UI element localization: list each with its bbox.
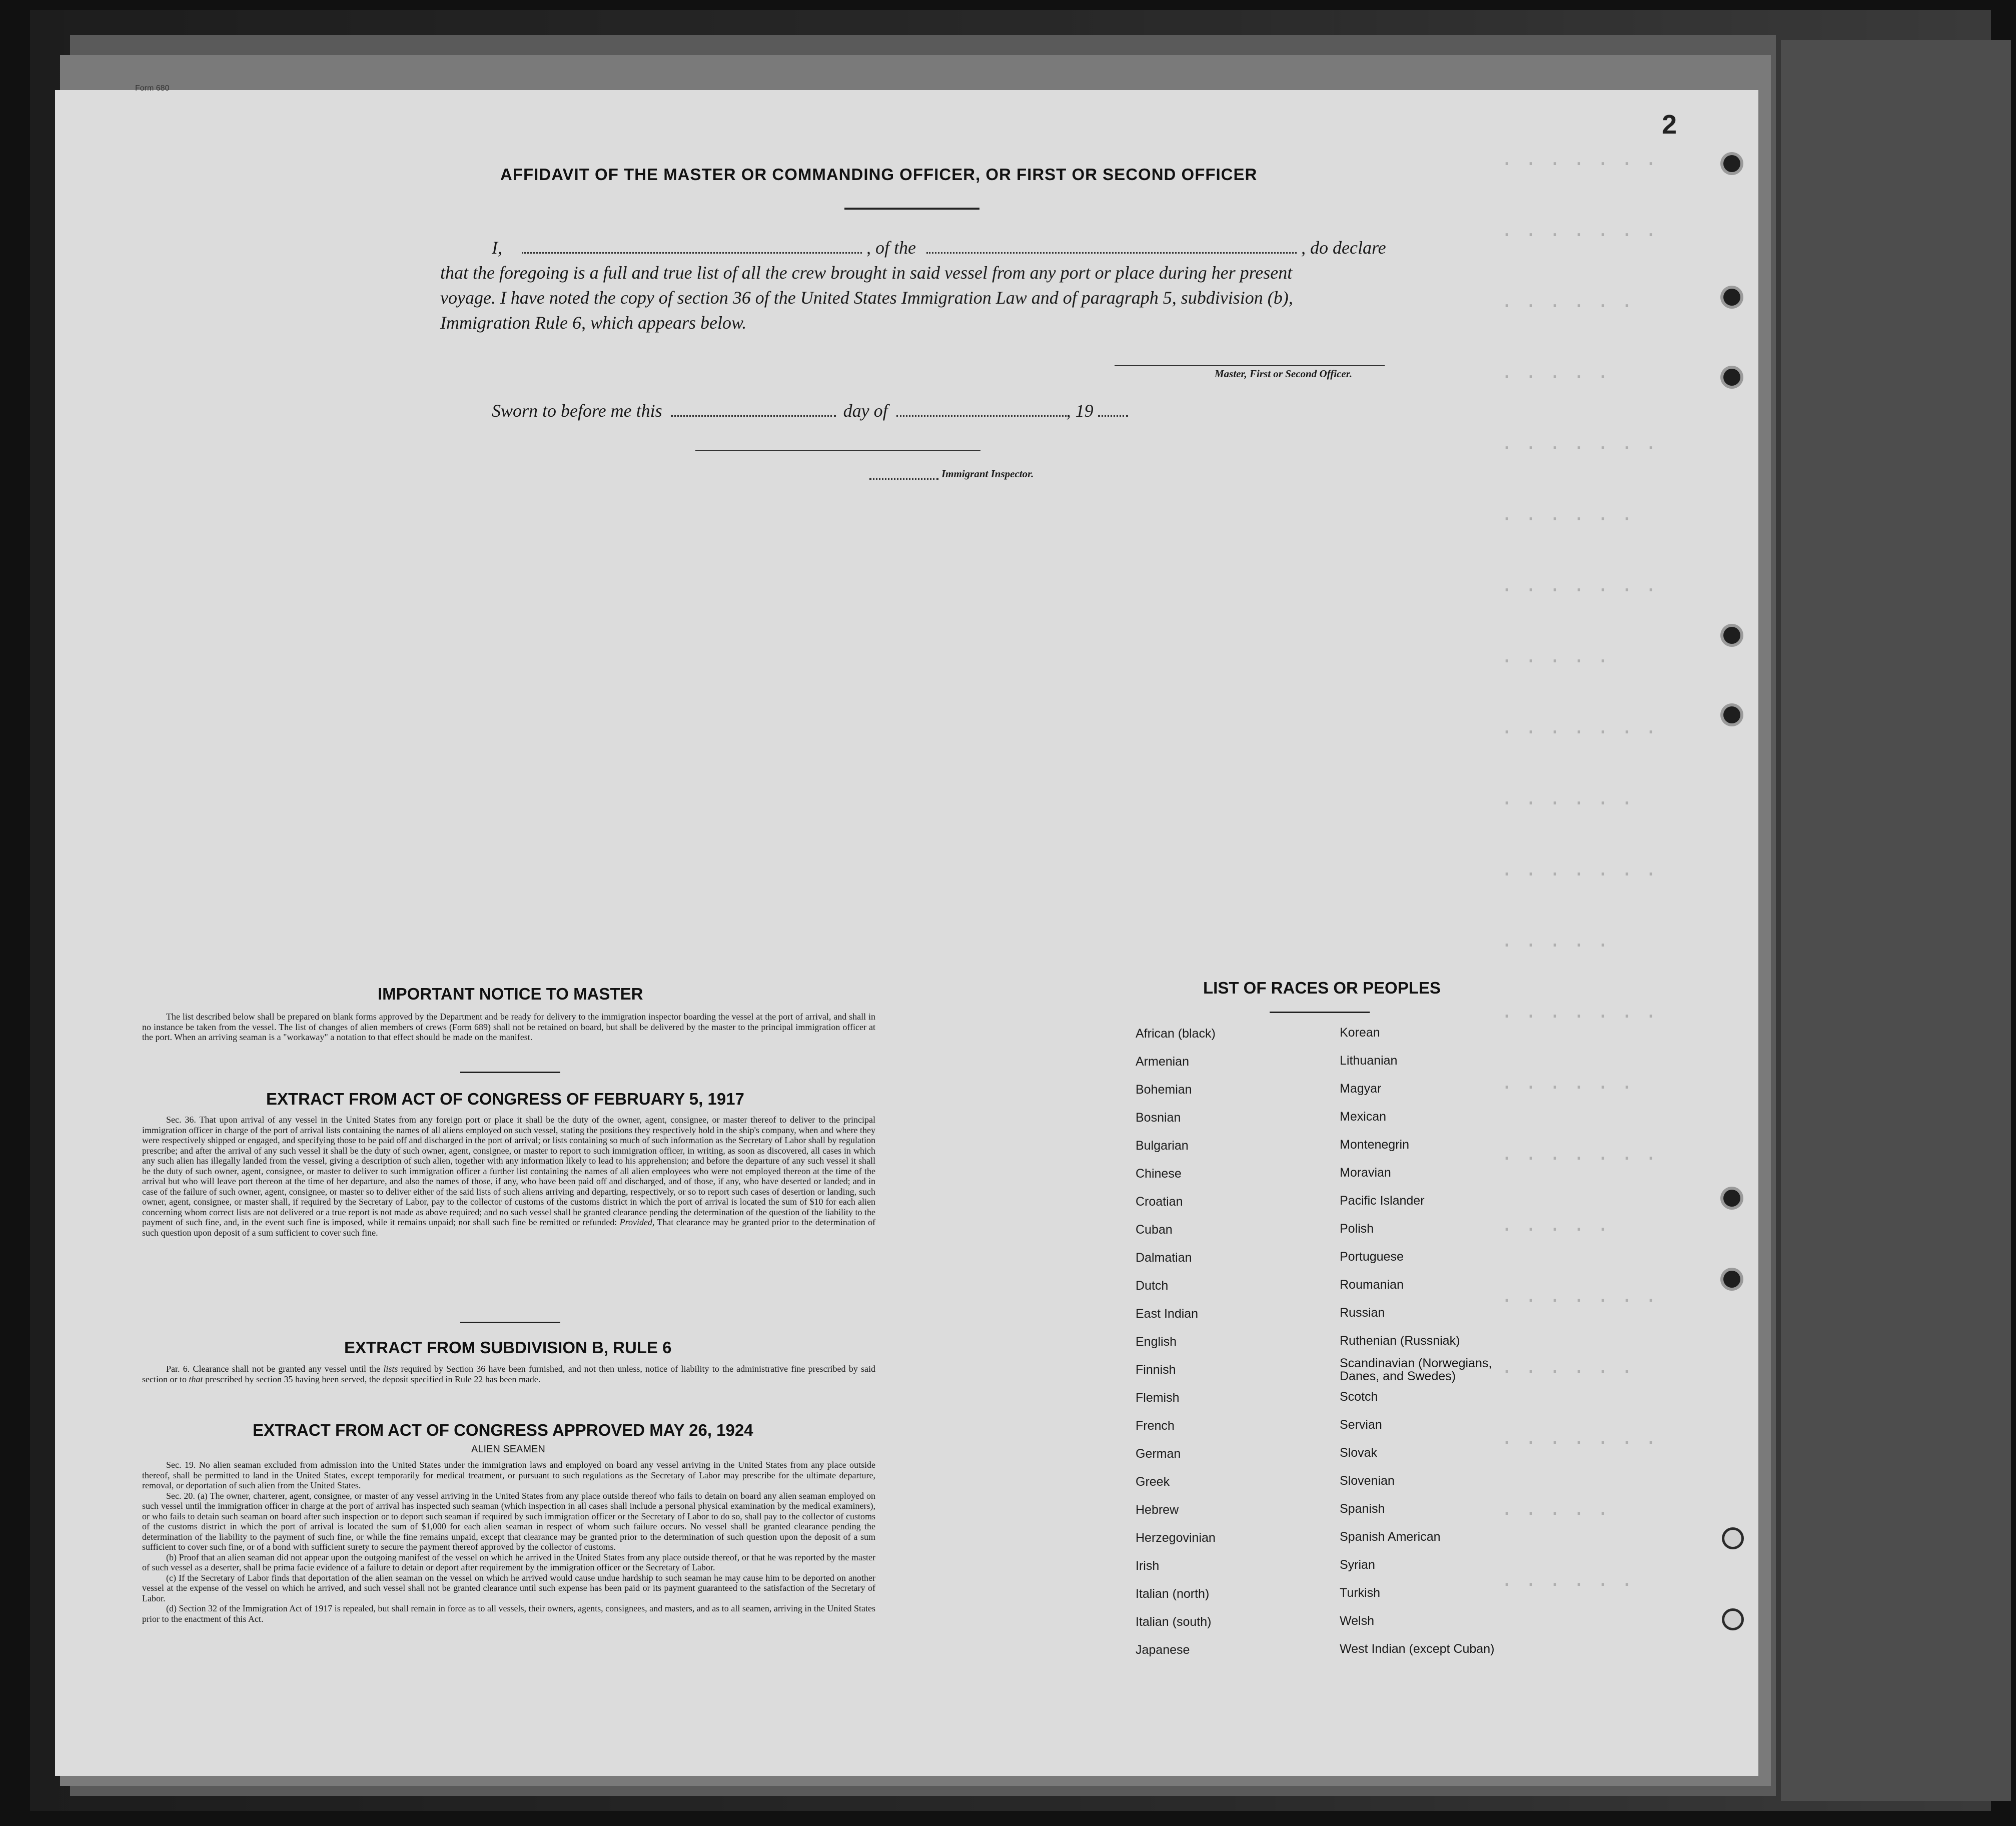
- section-divider: [460, 1072, 560, 1073]
- race-item: Spanish American: [1340, 1530, 1441, 1544]
- proviso-rest: That clearance may be granted prior to the determination of such question upon deposit of a sum sufficient to cover such fine.: [142, 1217, 875, 1238]
- extract-1917-body: Sec. 36. That upon arrival of any vessel in the United States from any foreign port or place it shall be the duty of the owner, agent, consignee, or master thereof to deliver to the principal immigration officer in charge of the port of arrival lists containing the names of all aliens employed on such vessel, stating the positions they respectively hold in the ship's company, when and where they were respectively shipped or engaged, and specifying those to be paid off and discharged in the port of arrival; or lists containing so much of such information as the Secretary of Labor shall by regulation prescribe; and after the arrival of any such vessel it shall be the duty of such owner, agent, consignee, or master to report to such immigration officer, in writing, as soon as discovered, all cases in which any such alien has illegally landed from the vessel, giving a description of such alien, together with any information likely to lead to his apprehension; and before the departure of any such vessel it shall be the duty of such owner, agent, consignee, or master to deliver to such immigration officer a further list containing the names of all alien employees who were not employed thereon at the time of the arrival but who will leave port thereon at the time of her departure, and also the names of those, if any, who have been paid off and discharged, and of those, if any, who have deserted or landed; and in case of the failure of such owner, agent, consignee, or master so to deliver either of the said lists of such aliens arriving and departing, respectively, or so to report such cases of desertion or landing, such owner, agent, consignee, or master shall, if required by the Secretary of Labor, pay to the collector of customs of the customs district in which the port of arrival is located the sum of $10 for each alien concerning whom correct lists are not delivered or a true report is not made as above required; and no such vessel shall be granted clearance pending the determination of the question of the liability to the payment of such fine, and, in the event such fine is imposed, while it remains unpaid; nor shall such fine be remitted or refunded:: [142, 1115, 875, 1227]
- notice-paragraph: The list described below shall be prepared on blank forms approved by the Department and be ready for delivery to the immigration inspector boarding the vessel at the port of arrival, and shall in no instance be taken from the vessel. The list of changes of alien members of crews (Form 689) shall not be retained on board, but shall be delivered by the master to the principal immigration officer at the port. When an arriving seaman is a "workaway" a notation to that effect should be made on the manifest.: [142, 1012, 875, 1042]
- extract-rule6-paragraph: [142, 1364, 875, 1384]
- race-item: Dalmatian: [1136, 1251, 1192, 1265]
- punch-hole: [1724, 1611, 1741, 1628]
- vessel-blank-line: [926, 249, 1297, 254]
- day-blank-line: [671, 412, 836, 417]
- punch-hole: [1724, 1530, 1741, 1547]
- sworn-prefix: Sworn to before me this: [492, 401, 662, 421]
- inspector-dotted-line: [869, 475, 938, 480]
- extract-rule6-title: EXTRACT FROM SUBDIVISION B, RULE 6: [344, 1338, 672, 1357]
- extract-1924-text: [142, 1460, 875, 1624]
- notice-title: IMPORTANT NOTICE TO MASTER: [378, 985, 643, 1003]
- race-item: Italian (south): [1136, 1615, 1212, 1629]
- race-item: Slovak: [1340, 1446, 1378, 1460]
- signature-blank-line: [1115, 362, 1385, 366]
- punch-hole: [1723, 1190, 1740, 1207]
- sworn-day-of: day of: [843, 401, 888, 421]
- race-item: Herzegovinian: [1136, 1531, 1216, 1545]
- race-item: Greek: [1136, 1475, 1170, 1489]
- punch-hole: [1723, 155, 1740, 172]
- month-blank-line: [896, 412, 1067, 417]
- race-item: East Indian: [1136, 1307, 1199, 1321]
- sworn-year: , 19: [1066, 401, 1094, 421]
- page-shadow: [1781, 40, 2011, 1801]
- race-item: Scandinavian (Norwegians, Danes, and Swedes): [1340, 1356, 1492, 1383]
- affidavit-i-label: I,: [492, 238, 502, 258]
- inspector-signature-line: [695, 450, 980, 451]
- affidavit-title-rule: [844, 208, 979, 210]
- punch-hole: [1723, 706, 1740, 723]
- punch-hole: [1723, 369, 1740, 386]
- race-item: Cuban: [1136, 1223, 1173, 1237]
- affidavit-line-2: that the foregoing is a full and true list of all the crew brought in said vessel from any port or place during her present: [440, 263, 1293, 283]
- name-blank-line: [522, 249, 862, 254]
- inspector-caption: Immigrant Inspector.: [941, 468, 1034, 480]
- race-item: Portuguese: [1340, 1250, 1404, 1264]
- rule6-lists-word: lists: [383, 1364, 398, 1374]
- race-item: Moravian: [1340, 1166, 1391, 1180]
- race-item: English: [1136, 1335, 1177, 1349]
- affidavit-title: AFFIDAVIT OF THE MASTER OR COMMANDING OFFICER, OR FIRST OR SECOND OFFICER: [500, 165, 1258, 184]
- page-number: 2: [1662, 110, 1677, 140]
- race-item: Irish: [1136, 1559, 1160, 1573]
- affidavit-line-1: [492, 237, 1387, 258]
- race-item: Bosnian: [1136, 1111, 1181, 1125]
- punch-hole: [1723, 627, 1740, 644]
- proviso-word: Provided,: [619, 1217, 655, 1227]
- race-item: Flemish: [1136, 1391, 1180, 1405]
- notice-text: [142, 1012, 875, 1043]
- affidavit-line-3: voyage. I have noted the copy of section 36 of the United States Immigration Law and of paragraph 5, subdivision (b),: [440, 288, 1293, 308]
- sworn-line: [492, 400, 1128, 421]
- race-item: Welsh: [1340, 1614, 1375, 1628]
- race-item: Finnish: [1136, 1363, 1176, 1377]
- race-item: West Indian (except Cuban): [1340, 1642, 1495, 1656]
- race-item: German: [1136, 1447, 1181, 1461]
- race-item: French: [1136, 1419, 1175, 1433]
- race-item: Hebrew: [1136, 1503, 1179, 1517]
- affidavit-declare-label: , do declare: [1301, 238, 1386, 258]
- extract-1924-subtitle: ALIEN SEAMEN: [471, 1444, 545, 1455]
- affidavit-of-the-label: , of the: [866, 238, 916, 258]
- rule6-text-a: Par. 6. Clearance shall not be granted any vessel until the: [166, 1364, 381, 1374]
- rule6-that-word: that: [189, 1374, 203, 1384]
- race-item: Syrian: [1340, 1558, 1375, 1572]
- rule6-text-b: required by Section 36 have been furnished, and not then unless, notice of liability to the administrative fine prescribed by said section or to: [142, 1364, 875, 1384]
- races-right-column: [1340, 1026, 1560, 1670]
- race-item: Bohemian: [1136, 1083, 1192, 1097]
- race-item: Montenegrin: [1340, 1138, 1409, 1152]
- races-left-column: [1136, 1027, 1326, 1671]
- race-item: Armenian: [1136, 1055, 1189, 1069]
- rule6-text-c: prescribed by section 35 having been served, the deposit specified in Rule 22 has been made.: [205, 1374, 541, 1384]
- race-item: Spanish: [1340, 1502, 1385, 1516]
- extract-1924-title: EXTRACT FROM ACT OF CONGRESS APPROVED MAY 26, 1924: [253, 1421, 753, 1439]
- extract-1924-paragraph: (d) Section 32 of the Immigration Act of 1917 is repealed, but shall remain in force as to all vessels, their owners, agents, consignees, and masters, and as to all seamen, arriving in the United States prior to the enactment of this Act.: [142, 1603, 875, 1624]
- section-divider: [460, 1322, 560, 1323]
- race-item: Lithuanian: [1340, 1054, 1398, 1068]
- extract-1917-text: [142, 1115, 875, 1238]
- race-item: African (black): [1136, 1027, 1216, 1041]
- race-item: Croatian: [1136, 1195, 1183, 1209]
- punch-hole: [1723, 289, 1740, 306]
- races-title: LIST OF RACES OR PEOPLES: [1203, 979, 1441, 997]
- race-item: Slovenian: [1340, 1474, 1395, 1488]
- year-blank-line: [1098, 412, 1128, 417]
- extract-1917-paragraph: [142, 1115, 875, 1238]
- race-item: Mexican: [1340, 1110, 1387, 1124]
- race-item: Turkish: [1340, 1586, 1381, 1600]
- extract-1924-paragraph: (b) Proof that an alien seaman did not appear upon the outgoing manifest of the vessel on which he arrived in the United States from any place outside thereof, or that he was reported by the master of such vessel as a deserter, shall be prima facie evidence of a failure to detain or deport after requirement by the immigration officer or the Secretary of Labor.: [142, 1552, 875, 1572]
- race-item: Pacific Islander: [1340, 1194, 1425, 1208]
- extract-rule6-text: [142, 1364, 875, 1384]
- race-item: Magyar: [1340, 1082, 1382, 1096]
- punch-hole: [1723, 1271, 1740, 1288]
- race-item: Italian (north): [1136, 1587, 1210, 1601]
- race-item: Polish: [1340, 1222, 1374, 1236]
- form-number: Form 680: [135, 84, 170, 93]
- bleed-through-text: . . . . . . . . . . . . . . . . . . . . . . . . . . . . . . . . . . . . . . . . . . . . . . . . . . . . . . . . . . . . . . . . . . . . . . . . . . . . . . . . . . . . . . . . . . . . . . . . . . . . . . . . . . . . . . . . . . . . . . . . . . . . . . . . . . .: [1501, 149, 1657, 1592]
- races-title-rule: [1270, 1012, 1370, 1013]
- race-item: Scotch: [1340, 1390, 1378, 1404]
- race-item: Dutch: [1136, 1279, 1169, 1293]
- race-item: Russian: [1340, 1306, 1385, 1320]
- race-item: Chinese: [1136, 1167, 1182, 1181]
- race-item: Servian: [1340, 1418, 1382, 1432]
- race-item: Roumanian: [1340, 1278, 1404, 1292]
- extract-1924-paragraph: (c) If the Secretary of Labor finds that deportation of the alien seaman on the vessel on which he arrived would cause undue hardship to such seaman he may cause him to be deported on another vessel at the expense of the vessel on which he arrived, and such vessel shall not be granted clearance until such expense has been paid or its payment guaranteed to the satisfaction of the Secretary of Labor.: [142, 1572, 875, 1603]
- affidavit-line-4: Immigration Rule 6, which appears below.: [440, 313, 747, 333]
- race-item: Ruthenian (Russniak): [1340, 1334, 1460, 1348]
- race-item: Bulgarian: [1136, 1139, 1189, 1153]
- extract-1924-paragraph: Sec. 19. No alien seaman excluded from admission into the United States under the immigration laws and employed on board any vessel arriving in the United States from any place outside thereof, shall be permitted to land in the United States, except temporarily for medical treatment, or pursuant to such regulations as the Secretary of Labor may prescribe for the ultimate departure, removal, or deportation of such alien from the United States.: [142, 1460, 875, 1490]
- race-item: Korean: [1340, 1026, 1380, 1040]
- signature-caption: Master, First or Second Officer.: [1215, 368, 1352, 380]
- extract-1924-paragraph: Sec. 20. (a) The owner, charterer, agent, consignee, or master of any vessel arriving in the United States from any place outside thereof who fails to detain on board any alien seaman employed on such vessel until the immigration officer in charge at the port of arrival has inspected such seaman (which inspection in all cases shall include a personal physical examination by the medical examiners), or who fails to detain such seaman on board after such inspection or to deport such seaman if required by such immigration officer or the Secretary of Labor to do so, shall pay to the collector of customs of the customs district in which the port of arrival is located the sum of $1,000 for each alien seaman in respect of whom such failure occurs. No vessel shall be granted clearance pending the determination of the liability to the payment of such fine, or while the fine remains unpaid, except that clearance may be granted prior to the determination of such question upon the deposit of a sum sufficient to cover such fine, or of a bond with sufficient surety to secure the payment thereof approved by the collector of customs.: [142, 1490, 875, 1552]
- race-item: Japanese: [1136, 1643, 1190, 1657]
- extract-1917-title: EXTRACT FROM ACT OF CONGRESS OF FEBRUARY 5, 1917: [266, 1090, 744, 1108]
